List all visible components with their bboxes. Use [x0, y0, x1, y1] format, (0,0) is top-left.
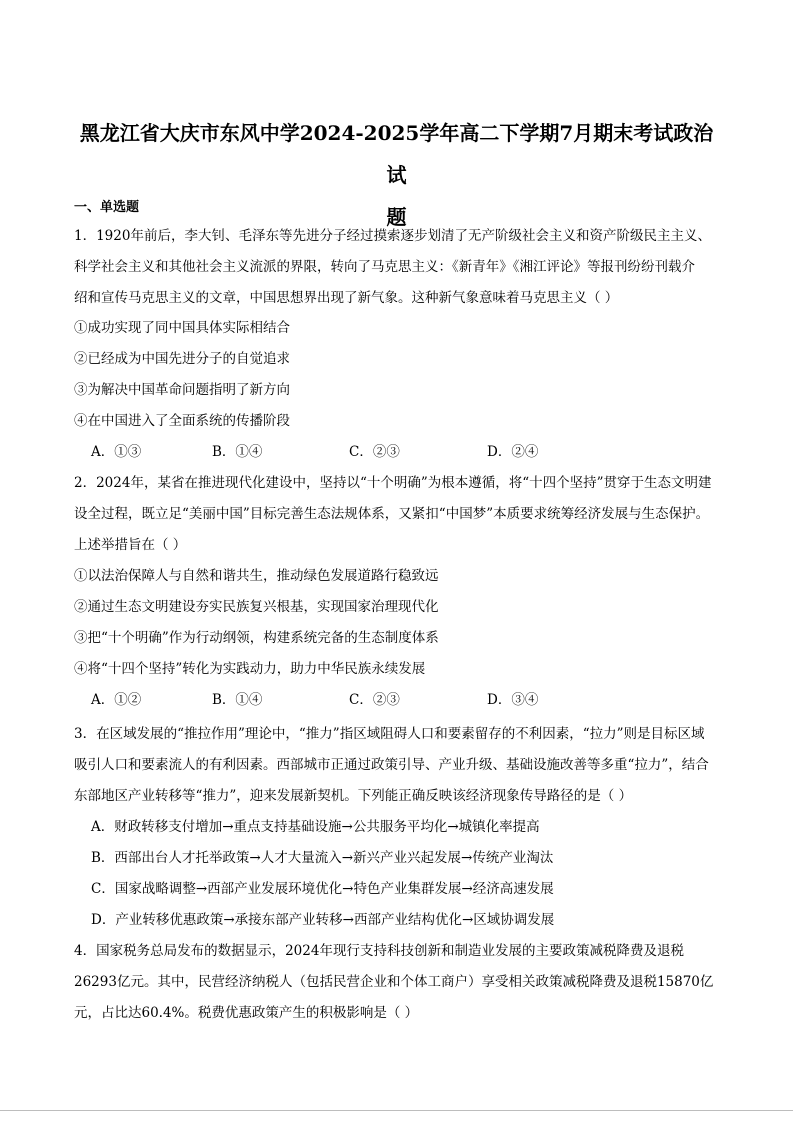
question-3-stem-line: 吸引人口和要素流人的有利因素。西部城市正通过政策引导、产业升级、基础设施改善等多重“拉力”，结合 — [74, 757, 709, 773]
question-1-stem-line: 1．1920年前后，李大钊、毛泽东等先进分子经过摸索逐步划清了无产阶级社会主义和资产阶级民主主义、 — [74, 228, 711, 244]
question-2-statement: ②通过生态文明建设夯实民族复兴根基，实现国家治理现代化 — [74, 599, 439, 615]
question-4-stem-line: 元，占比达60.4%。税费优惠政策产生的积极影响是（ ） — [74, 1005, 419, 1021]
question-2-statement: ③把“十个明确”作为行动纲领，构建系统完备的生态制度体系 — [74, 630, 439, 646]
section-heading: 一、单选题 — [74, 200, 140, 215]
question-1-statement: ③为解决中国革命问题指明了新方向 — [74, 382, 290, 398]
page-title-line-2: 题 — [386, 205, 407, 229]
question-3-stem-line: 东部地区产业转移等“推力”，迎来发展新契机。下列能正确反映该经济现象传导路径的是（ ） — [74, 788, 633, 804]
question-1-statement: ②已经成为中国先进分子的自觉追求 — [74, 351, 290, 367]
question-1-option-d: D．②④ — [487, 444, 539, 460]
question-1-statement: ④在中国进入了全面系统的传播阶段 — [74, 413, 290, 429]
page-title — [70, 112, 723, 238]
question-1-stem-line: 科学社会主义和其他社会主义流派的界限，转向了马克思主义：《新青年》《湘江评论》等报刊纷纷刊载介 — [74, 259, 695, 275]
question-2-option-d: D．③④ — [487, 692, 539, 708]
question-1-option-a: A．①③ — [91, 444, 142, 460]
question-4-stem-line: 4．国家税务总局发布的数据显示，2024年现行支持科技创新和制造业发展的主要政策减税降费及退税 — [74, 943, 684, 959]
question-1-option-b: B．①④ — [212, 444, 263, 460]
page-title-line-1: 黑龙江省大庆市东风中学2024-2025学年高二下学期7月期末考试政治试 — [79, 121, 714, 187]
question-3-option-c: C．国家战略调整→西部产业发展环境优化→特色产业集群发展→经济高速发展 — [91, 881, 554, 897]
question-3-stem-line: 3．在区域发展的“推拉作用”理论中，“推力”指区域阻碍人口和要素留存的不利因素，“拉力”则是目标区域 — [74, 726, 705, 742]
question-2-statement: ①以法治保障人与自然和谐共生，推动绿色发展道路行稳致远 — [74, 568, 439, 584]
question-2-option-c: C．②③ — [349, 692, 400, 708]
question-2-stem-line: 上述举措旨在（ ） — [74, 537, 187, 553]
question-2-stem-line: 2．2024年，某省在推进现代化建设中，坚持以“十个明确”为根本遵循，将“十四个坚持”贯穿于生态文明建 — [74, 475, 712, 491]
question-4-stem-line: 26293亿元。其中，民营经济纳税人（包括民营企业和个体工商户）享受相关政策减税降费及退税15870亿 — [74, 974, 714, 990]
question-1-stem-line: 绍和宣传马克思主义的文章，中国思想界出现了新气象。这种新气象意味着马克思主义（ ） — [74, 290, 619, 306]
page-bottom-rule — [0, 1110, 793, 1111]
question-1-option-c: C．②③ — [349, 444, 400, 460]
question-3-option-a: A．财政转移支付增加→重点支持基础设施→公共服务平均化→城镇化率提高 — [91, 819, 540, 835]
question-3-option-d: D．产业转移优惠政策→承接东部产业转移→西部产业结构优化→区域协调发展 — [91, 912, 555, 928]
question-2-statement: ④将“十四个坚持”转化为实践动力，助力中华民族永续发展 — [74, 661, 426, 677]
question-2-option-a: A．①② — [91, 692, 142, 708]
question-2-stem-line: 设全过程，既立足“美丽中国”目标完善生态法规体系，又紧扣“中国梦”本质要求统筹经济发展与生态保护。 — [74, 506, 710, 522]
question-2-option-b: B．①④ — [212, 692, 263, 708]
question-3-option-b: B．西部出台人才托举政策→人才大量流入→新兴产业兴起发展→传统产业淘汰 — [91, 850, 554, 866]
question-1-statement: ①成功实现了同中国具体实际相结合 — [74, 320, 290, 336]
